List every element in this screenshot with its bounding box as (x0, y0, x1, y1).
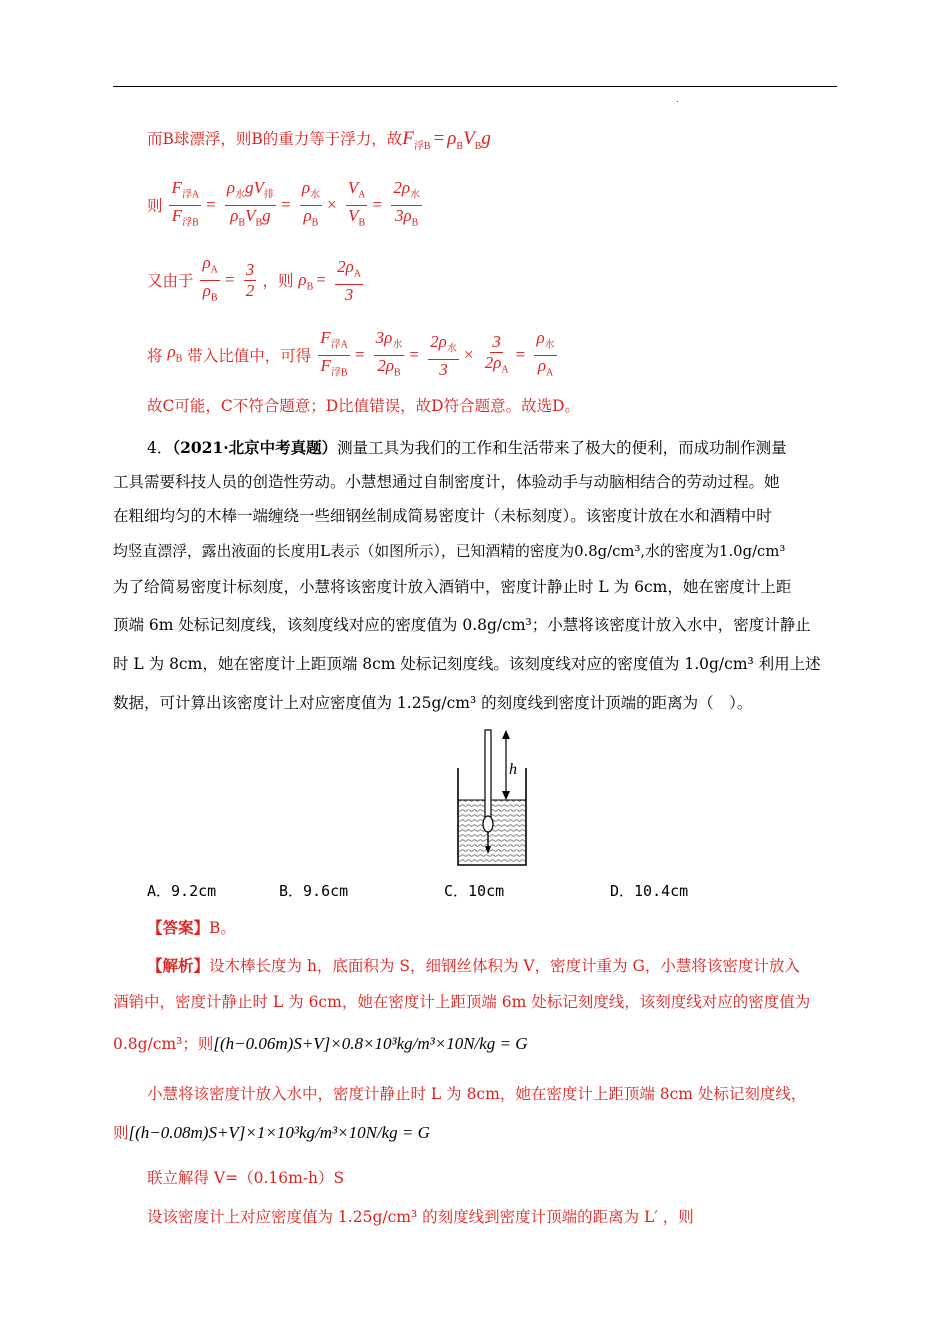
equation-1: [(h−0.06m)S+V]×0.8×10³kg/m³×10N/kg = G (213, 1034, 528, 1053)
analysis-line-4: 小慧将该密度计放入水中，密度计静止时 L 为 8cm，她在密度计上距顶端 8cm 处标记刻度线， (147, 1085, 807, 1103)
option-c: C．10cm (444, 882, 505, 900)
hydrometer-figure (455, 728, 545, 868)
solution-line-3: 又由于 $\frac{\rho_A}{\rho_B}$ = $\frac{3}{2}$ ，则 $\rho_B$ = $\frac{2\rho_A}{3}$ (147, 253, 361, 305)
analysis-line-5: 则[(h−0.08m)S+V]×1×10³kg/m³×10N/kg = G (113, 1123, 430, 1142)
analysis-line-3: 0.8g/cm³；则[(h−0.06m)S+V]×0.8×10³kg/m³×10N/kg = G (113, 1034, 528, 1053)
liquid (459, 800, 525, 864)
header-rule (113, 86, 837, 87)
question-line-3: 在粗细均匀的木棒一端缠绕一些细钢丝制成简易密度计（未标刻度）。该密度计放在水和酒精中时 (113, 507, 772, 525)
question-line-4: 均竖直漂浮，露出液面的长度用L表示（如图所示），已知酒精的密度为0.8g/cm³,水的密度为1.0g/cm³ (113, 543, 786, 560)
solution-line-1: 而B球漂浮，则B的重力等于浮力，故$F_{浮B} = \rho_BV_Bg$ (147, 128, 491, 152)
solution-line-4: 将 $\rho_B$ 带入比值中，可得 $\frac{F_{浮A}}{F_{浮B}}$ = $\frac{3\rho_水}{2\rho_B}$ = $\frac{2\rho_水}{3}$ × $\frac{3}{2\rho_A}$ = $\frac{\rho_水}{\rho_A}$ (147, 328, 555, 380)
answer-line (147, 917, 236, 939)
analysis-line-7: 设该密度计上对应密度值为 1.25g/cm³ 的刻度线到密度计顶端的距离为 L′ ，则 (147, 1208, 694, 1226)
analysis-tag: 【解析】 (147, 956, 210, 975)
answer-tag: 【答案】 (147, 918, 210, 937)
question-source: （2021·北京中考真题） (172, 438, 338, 457)
analysis-line-1: 【解析】设木棒长度为 h，底面积为 S，细钢丝体积为 V，密度计重为 G，小慧将该密度计放入 (147, 956, 800, 975)
question-line-7: 时 L 为 8cm，她在密度计上距顶端 8cm 处标记刻度线。该刻度线对应的密度值为 1.0g/cm³ 利用上述 (113, 655, 821, 673)
h-arrow-bottom (502, 791, 510, 800)
h-arrow-top (502, 730, 510, 739)
question-number: 4． (147, 439, 173, 457)
wooden-stick (485, 730, 491, 820)
question-line-1: 4．（2021·北京中考真题）测量工具为我们的工作和生活带来了极大的便利，而成功制作测量 (147, 438, 787, 457)
answer-value: B。 (209, 919, 236, 937)
h-label: h (509, 761, 517, 778)
option-a: A．9.2cm (147, 882, 217, 900)
solution-line-5: 故C可能，C不符合题意；D比值错误，故D符合题意。故选D。 (147, 397, 581, 415)
analysis-line-6: 联立解得 V=（0.16m-h）S (147, 1169, 345, 1187)
question-line-8: 数据，可计算出该密度计上对应密度值为 1.25g/cm³ 的刻度线到密度计顶端的距离为（ ）。 (113, 694, 753, 712)
question-line-5: 为了给简易密度计标刻度，小慧将该密度计放入酒销中，密度计静止时 L 为 6cm，她在密度计上距 (113, 578, 792, 596)
bulb (483, 816, 493, 832)
equation-2: [(h−0.08m)S+V]×1×10³kg/m³×10N/kg = G (128, 1123, 430, 1142)
option-b: B．9.6cm (279, 882, 349, 900)
question-line-6: 顶端 6m 处标记刻度线，该刻度线对应的密度值为 0.8g/cm³；小慧将该密度计放入水中，密度计静止 (113, 616, 811, 634)
header-dot: . (676, 95, 679, 104)
option-d: D．10.4cm (610, 882, 689, 900)
solution-line-2: 则 $\frac{F_{浮A}}{F_{浮B}}$ = $\frac{\rho_水gV_排}{\rho_BV_Bg}$ = $\frac{\rho_水}{\rho_B}$ × $\frac{V_A}{V_B}$ = $\frac{2\rho_水}{3\rho_B}$ (147, 178, 420, 229)
analysis-line-2: 酒销中，密度计静止时 L 为 6cm，她在密度计上距顶端 6m 处标记刻度线，该刻度线对应的密度值为 (113, 993, 811, 1011)
question-line-2: 工具需要科技人员的创造性劳动。小慧想通过自制密度计，体验动手与动脑相结合的劳动过程。她 (113, 473, 780, 491)
